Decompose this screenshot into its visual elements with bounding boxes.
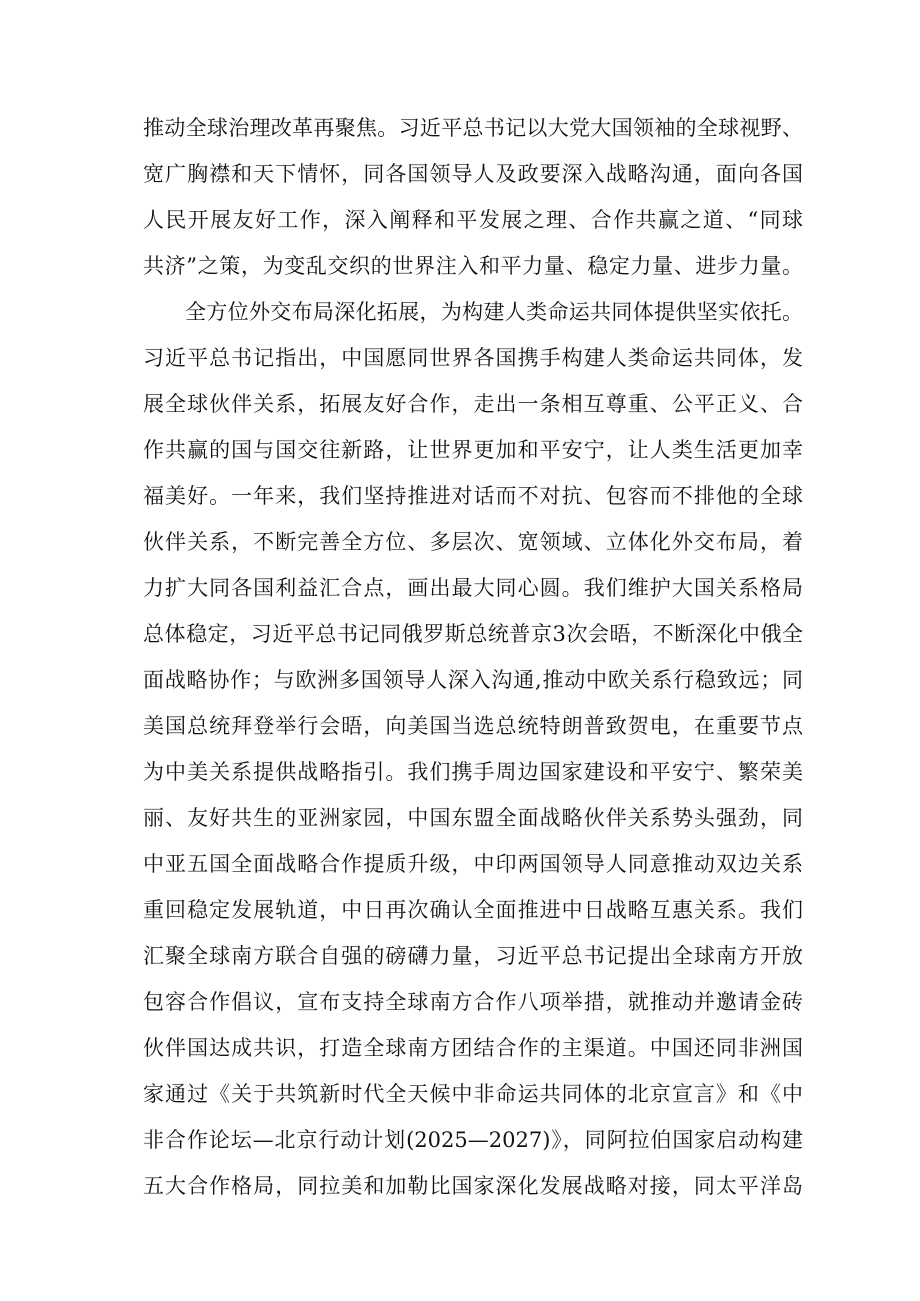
text-line-19: 汇聚全球南方联合自强的磅礴力量，习近平总书记提出全球南方开放: [143, 944, 803, 968]
text-line-7: 展全球伙伴关系，拓展友好合作，走出一条相互尊重、公平正义、合: [143, 392, 803, 416]
text-line-9: 福美好。一年来，我们坚持推进对话而不对抗、包容而不排他的全球: [143, 484, 803, 508]
text-line-8: 作共赢的国与国交往新路，让世界更加和平安宁，让人类生活更加幸: [143, 438, 803, 462]
text-line-4: 共济”之策，为变乱交织的世界注入和平力量、稳定力量、进步力量。: [143, 254, 803, 278]
text-line-6: 习近平总书记指出，中国愿同世界各国携手构建人类命运共同体，发: [143, 346, 803, 370]
text-line-20: 包容合作倡议，宣布支持全球南方合作八项举措，就推动并邀请金砖: [143, 990, 803, 1014]
text-line-5-paragraph-start: 全方位外交布局深化拓展，为构建人类命运共同体提供坚实依托。: [185, 300, 803, 324]
text-line-12: 总体稳定，习近平总书记同俄罗斯总统普京3次会晤，不断深化中俄全: [143, 622, 803, 646]
text-line-23: 非合作论坛—北京行动计划(2025—2027)》，同阿拉伯国家启动构建: [143, 1128, 803, 1152]
text-line-15: 为中美关系提供战略指引。我们携手周边国家建设和平安宁、繁荣美: [143, 760, 803, 784]
text-line-24: 五大合作格局，同拉美和加勒比国家深化发展战略对接，同太平洋岛: [143, 1174, 803, 1198]
text-line-16: 丽、友好共生的亚洲家园，中国东盟全面战略伙伴关系势头强劲，同: [143, 806, 803, 830]
text-line-2: 宽广胸襟和天下情怀，同各国领导人及政要深入战略沟通，面向各国: [143, 162, 803, 186]
text-line-10: 伙伴关系，不断完善全方位、多层次、宽领域、立体化外交布局，着: [143, 530, 803, 554]
text-line-17: 中亚五国全面战略合作提质升级，中印两国领导人同意推动双边关系: [143, 852, 803, 876]
text-line-11: 力扩大同各国利益汇合点，画出最大同心圆。我们维护大国关系格局: [143, 576, 803, 600]
text-line-13: 面战略协作；与欧洲多国领导人深入沟通,推动中欧关系行稳致远；同: [143, 668, 803, 692]
text-line-1: 推动全球治理改革再聚焦。习近平总书记以大党大国领袖的全球视野、: [143, 116, 803, 140]
text-line-22: 家通过《关于共筑新时代全天候中非命运共同体的北京宣言》和《中: [143, 1082, 803, 1106]
text-line-18: 重回稳定发展轨道，中日再次确认全面推进中日战略互惠关系。我们: [143, 898, 803, 922]
text-line-14: 美国总统拜登举行会晤，向美国当选总统特朗普致贺电，在重要节点: [143, 714, 803, 738]
text-line-3: 人民开展友好工作，深入阐释和平发展之理、合作共赢之道、“同球: [143, 208, 803, 232]
text-line-21: 伙伴国达成共识，打造全球南方团结合作的主渠道。中国还同非洲国: [143, 1036, 803, 1060]
